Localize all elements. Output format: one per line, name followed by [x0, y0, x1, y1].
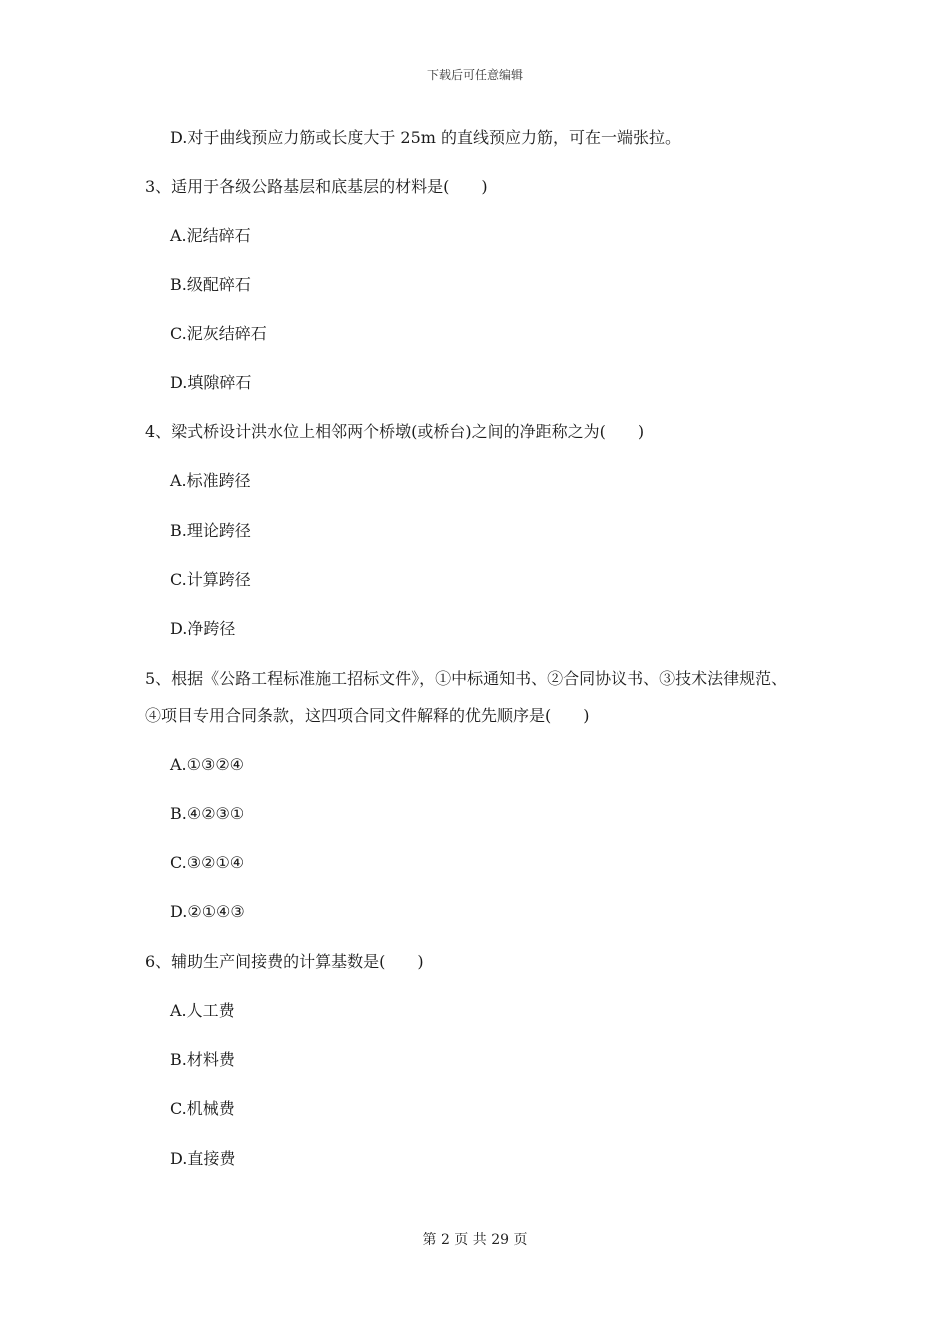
option-text: A.人工费 [170, 1001, 235, 1020]
option-text: C.计算跨径 [170, 570, 251, 589]
option-text: D.净跨径 [170, 619, 236, 638]
option-text: A.①③②④ [170, 755, 245, 774]
question-text: 5、根据《公路工程标准施工招标文件》，①中标通知书、②合同协议书、③技术法律规范、 [145, 669, 788, 688]
option-text: D.直接费 [170, 1149, 236, 1168]
option-text: C.机械费 [170, 1099, 235, 1118]
option-text: A.泥结碎石 [170, 226, 251, 245]
question-text: ④项目专用合同条款，这四项合同文件解释的优先顺序是( ) [145, 706, 590, 725]
option-text: D.②①④③ [170, 902, 245, 921]
option-text: D.填隙碎石 [170, 373, 252, 392]
option-text: C.泥灰结碎石 [170, 324, 267, 343]
question-text: 3、适用于各级公路基层和底基层的材料是( ) [145, 177, 488, 196]
page-footer: 第 2 页 共 29 页 [422, 1232, 528, 1248]
option-text: B.级配碎石 [170, 275, 251, 294]
option-text: B.理论跨径 [170, 521, 251, 540]
question-text: 4、梁式桥设计洪水位上相邻两个桥墩(或桥台)之间的净距称之为( ) [145, 422, 645, 441]
option-text: A.标准跨径 [170, 471, 251, 490]
option-text: B.材料费 [170, 1050, 235, 1069]
option-text: B.④②③① [170, 804, 245, 823]
option-text: D.对于曲线预应力筋或长度大于 25m 的直线预应力筋，可在一端张拉。 [170, 128, 682, 147]
page-header: 下载后可任意编辑 [426, 68, 523, 82]
option-text: C.③②①④ [170, 853, 245, 872]
question-text: 6、辅助生产间接费的计算基数是( ) [145, 952, 424, 971]
